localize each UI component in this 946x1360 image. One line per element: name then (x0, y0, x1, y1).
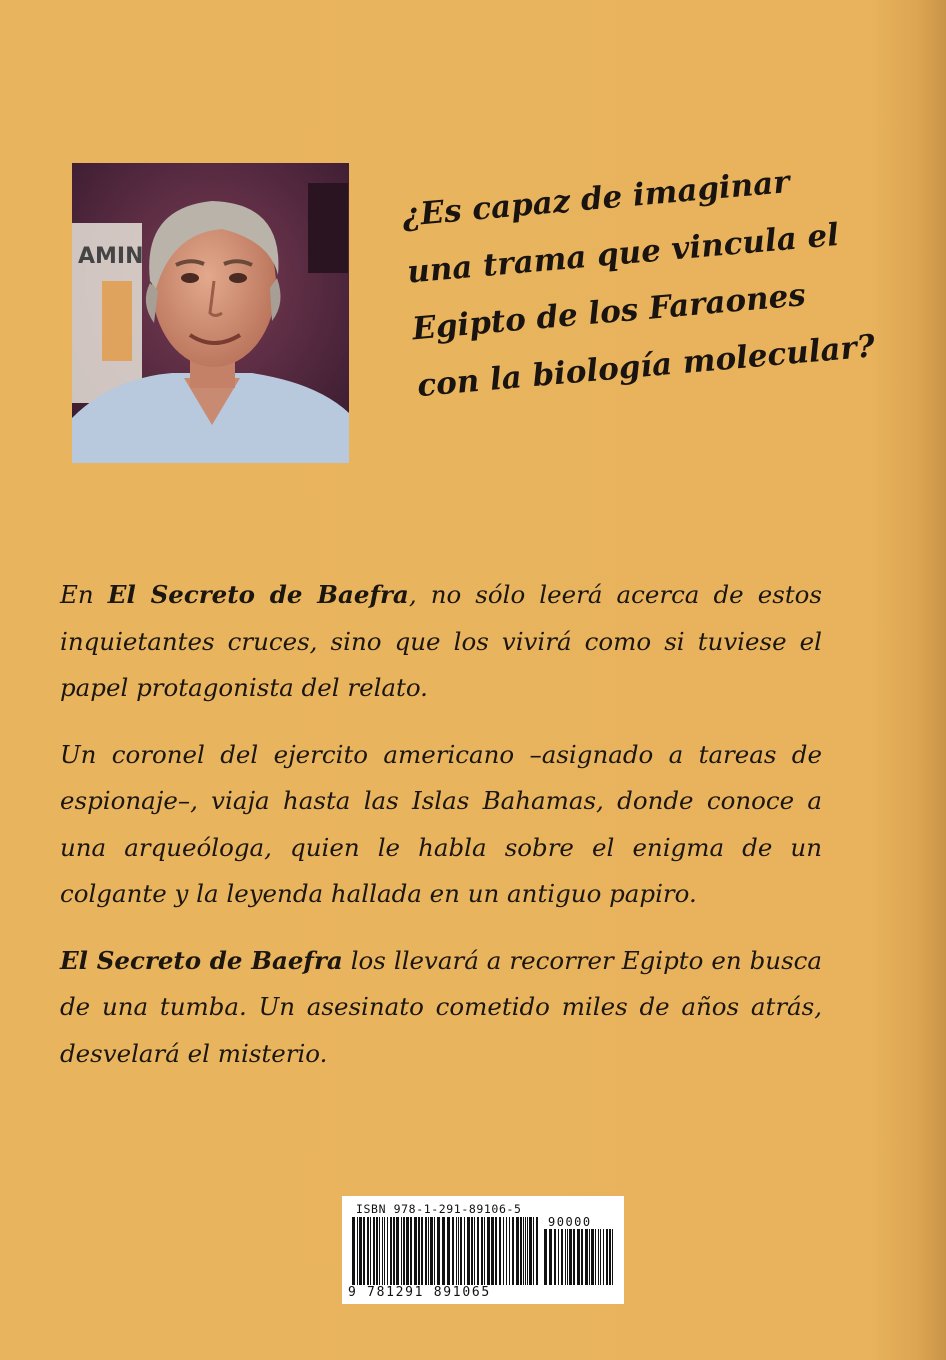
barcode-bar (434, 1217, 435, 1285)
isbn-addon-digits: 90000 (548, 1215, 592, 1229)
barcode-bar (474, 1217, 475, 1285)
barcode-bar (384, 1217, 385, 1285)
barcode-bar (536, 1217, 538, 1285)
isbn-digits: 9 781291 891065 (348, 1285, 491, 1300)
barcode-bar (567, 1229, 568, 1285)
barcode-bar (565, 1229, 566, 1285)
barcode-bar (609, 1229, 611, 1285)
author-photo (72, 163, 349, 463)
barcode-bar (509, 1217, 510, 1285)
barcode-bar (367, 1217, 369, 1285)
barcode-bar (428, 1217, 429, 1285)
synopsis-paragraph-3 (60, 938, 822, 1078)
barcode-bar (491, 1217, 494, 1285)
barcode-bar (598, 1229, 599, 1285)
barcode-bar (406, 1217, 409, 1285)
barcode-bar (487, 1217, 490, 1285)
addon-barcode-bars (544, 1229, 616, 1299)
barcode-bar (447, 1217, 450, 1285)
question-line-3: Egipto de los Faraones (410, 277, 808, 348)
barcode-bar (499, 1217, 501, 1285)
barcode-bar (523, 1217, 524, 1285)
barcode-bar (525, 1217, 526, 1285)
barcode-bar (527, 1217, 528, 1285)
barcode-bar (393, 1217, 395, 1285)
barcode-bar (529, 1217, 532, 1285)
barcode-bar (396, 1217, 399, 1285)
isbn-barcode (342, 1196, 624, 1304)
svg-text:AMIN: AMIN (78, 244, 144, 269)
barcode-bar (467, 1217, 470, 1285)
barcode-bar (458, 1217, 459, 1285)
barcode-bar (549, 1229, 552, 1285)
barcode-bar (600, 1229, 601, 1285)
barcode-bar (376, 1217, 378, 1285)
barcode-bar (512, 1217, 514, 1285)
barcode-bar (603, 1229, 604, 1285)
barcode-bar (516, 1217, 519, 1285)
p3-rest: los llevará a recorrer Egipto en busca de una tumba. Un asesinato cometido miles de años atrás, desvelará el misterio. (60, 945, 822, 1068)
barcode-bar (573, 1229, 575, 1285)
barcode-bar (370, 1217, 371, 1285)
barcode-bar (481, 1217, 483, 1285)
barcode-bar (591, 1229, 594, 1285)
barcode-bar (387, 1217, 388, 1285)
barcode-bar (533, 1217, 534, 1285)
barcode-bar (471, 1217, 473, 1285)
barcode-bar (503, 1217, 504, 1285)
barcode-bar (403, 1217, 405, 1285)
barcode-bar (585, 1229, 588, 1285)
barcode-bar (425, 1217, 427, 1285)
synopsis-paragraph-1 (60, 572, 822, 712)
barcode-bar (558, 1229, 559, 1285)
barcode-bar (544, 1229, 547, 1285)
barcode-bar (452, 1217, 454, 1285)
barcode-bar (352, 1217, 355, 1285)
question-line-1: ¿Es capaz de imaginar (400, 164, 791, 234)
book-title-2: El Secreto de Baefra (60, 945, 343, 975)
barcode-bar (464, 1217, 465, 1285)
barcode-bar (414, 1217, 417, 1285)
barcode-bar (421, 1217, 423, 1285)
barcode-bar (379, 1217, 380, 1285)
barcode-bar (363, 1217, 365, 1285)
barcode-bar (359, 1217, 362, 1285)
barcode-bar (577, 1229, 580, 1285)
barcode-bar (506, 1217, 507, 1285)
p1-start: En (60, 580, 108, 609)
barcode-bar (477, 1217, 479, 1285)
barcode-bar (606, 1229, 608, 1285)
barcode-bar (456, 1217, 457, 1285)
p1-rest: , no sólo leerá acerca de estos inquietantes cruces, sino que los vivirá como si tuviese el papel protagonista del relato. (60, 580, 823, 702)
barcode-bar (382, 1217, 383, 1285)
question-line-4: con la biología molecular? (415, 328, 877, 405)
barcode-bar (595, 1229, 596, 1285)
isbn-label: ISBN 978-1-291-89106-5 (356, 1202, 522, 1216)
question-line-2: una trama que vincula el (405, 217, 841, 291)
synopsis (60, 572, 822, 1097)
barcode-bar (581, 1229, 583, 1285)
barcode-bar (401, 1217, 402, 1285)
barcode-bar (561, 1229, 563, 1285)
question-text (400, 147, 888, 415)
barcode-bar (442, 1217, 445, 1285)
barcode-bars (352, 1217, 540, 1287)
barcode-bar (495, 1217, 497, 1285)
barcode-bar (520, 1217, 522, 1285)
barcode-bar (357, 1217, 358, 1285)
barcode-bar (437, 1217, 440, 1285)
barcode-bar (554, 1229, 556, 1285)
barcode-bar (484, 1217, 485, 1285)
barcode-bar (569, 1229, 572, 1285)
book-title-1: El Secreto de Baefra (107, 580, 409, 609)
synopsis-paragraph-2: Un coronel del ejercito americano –asignado a tareas de espionaje–, viaja hasta las Islas Bahamas, donde conoce a una arqueóloga, quien le habla sobre el enigma de un colgante y la leyenda hallada en un antiguo papiro. (60, 739, 822, 908)
barcode-bar (460, 1217, 462, 1285)
barcode-bar (612, 1229, 613, 1285)
barcode-bar (589, 1229, 590, 1285)
barcode-bar (418, 1217, 420, 1285)
barcode-bar (373, 1217, 375, 1285)
barcode-bar (390, 1217, 392, 1285)
barcode-bar (430, 1217, 433, 1285)
barcode-bar (410, 1217, 412, 1285)
